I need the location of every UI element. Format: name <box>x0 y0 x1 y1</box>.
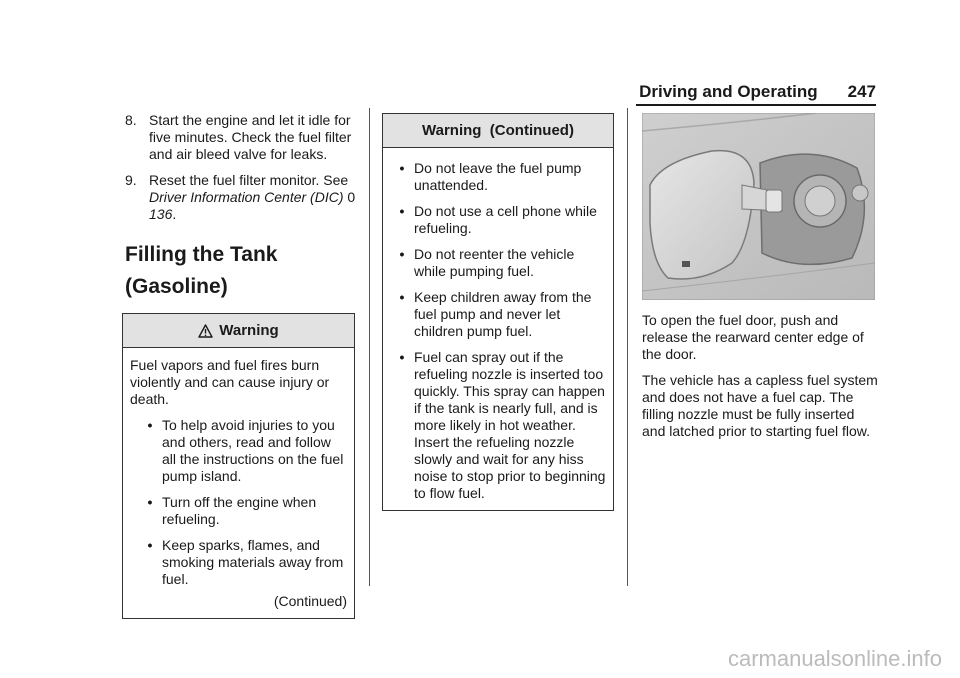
column-2 <box>382 113 614 511</box>
list-item: • Do not leave the fuel pump unattended. <box>399 160 582 193</box>
column-divider-1 <box>369 108 370 586</box>
step-number: 8. <box>125 112 137 128</box>
warning-title: Warning <box>219 322 279 339</box>
warning-continued-title: Warning (Continued) <box>422 122 574 139</box>
section-title: Driving and Operating <box>639 82 818 101</box>
warning-triangle-icon <box>198 324 213 338</box>
dic-link[interactable]: Driver Information Center (DIC) <box>149 189 344 205</box>
paragraph-capless: The vehicle has a capless fuel system and does not have a fuel cap. The filling nozzle must be fully inserted and latched prior to starting fuel flow. <box>642 372 878 439</box>
list-item: • Keep children away from the fuel pump and never let children pump fuel. <box>399 289 592 339</box>
page-header <box>600 82 876 102</box>
step-text-before: Reset the fuel filter monitor. See <box>149 172 349 188</box>
list-item: • To help avoid injuries to you and others, read and follow all the instructions on the fuel pump island. <box>147 417 344 484</box>
header-rule <box>636 104 876 106</box>
list-item: • Do not use a cell phone while refueling. <box>399 203 597 236</box>
fuel-door-photo <box>642 113 875 300</box>
warning-header <box>123 314 354 348</box>
warning-continued-box <box>382 113 614 511</box>
paragraph-fuel-door: To open the fuel door, push and release the rearward center edge of the door. <box>642 312 864 362</box>
warning-box <box>122 313 355 619</box>
step-text: Start the engine and let it idle for five minutes. Check the fuel filter and air bleed valve for leaks. <box>149 112 352 162</box>
warning-intro: Fuel vapors and fuel fires burn violently and can cause injury or death. <box>130 357 330 407</box>
column-1 <box>125 112 357 619</box>
continued-label: (Continued) <box>273 593 347 609</box>
page-number: 247 <box>847 82 876 101</box>
column-3 <box>642 312 878 449</box>
step-8 <box>125 112 357 163</box>
step-text: Reset the fuel filter monitor. See Driver Information Center (DIC) 0 136. <box>149 172 356 222</box>
list-item: • Fuel can spray out if the refueling nozzle is inserted too quickly. This spray can happen if the tank is nearly full, and is more likely in hot weather. Insert the refueling nozzle slowly and wait for any hiss noise to stop prior to beginning to flow fuel. <box>399 349 606 501</box>
warning-continued-body <box>383 148 613 510</box>
ref-arrow-icon: 0 <box>347 189 356 205</box>
step-number: 9. <box>125 172 137 188</box>
list-item: • Keep sparks, flames, and smoking materials away from fuel. <box>147 537 344 587</box>
watermark: carmanualsonline.info <box>727 646 942 671</box>
warning-continued-header <box>383 114 613 148</box>
ref-page-link[interactable]: 136 <box>149 206 173 222</box>
list-item: • Turn off the engine when refueling. <box>147 494 317 527</box>
column-divider-2 <box>627 108 628 586</box>
section-heading: Filling the Tank (Gasoline) <box>125 243 278 298</box>
warning-body <box>123 348 354 618</box>
list-item: • Do not reenter the vehicle while pumping fuel. <box>399 246 575 279</box>
step-9 <box>125 172 357 223</box>
